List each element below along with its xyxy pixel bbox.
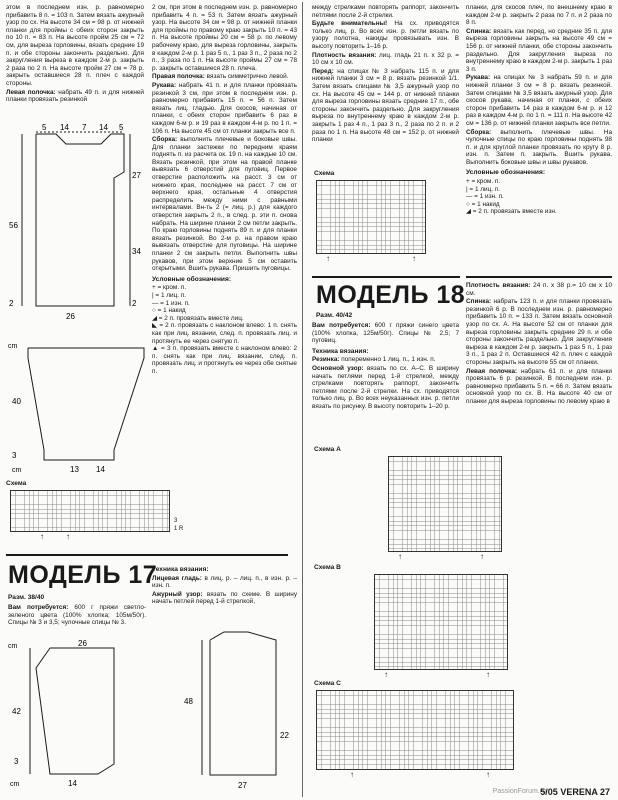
paragraph — [152, 136, 297, 273]
section-title: Будьте внимательны! — [312, 20, 388, 28]
arrow-icon: ↑ — [384, 670, 388, 679]
legend-item: ◢ = 2 п. провязать вместе изн. — [466, 208, 557, 216]
paragraph — [152, 575, 297, 590]
row-marker: 1 R — [174, 526, 184, 532]
dim-label: 3 — [14, 757, 19, 766]
dim-unit: cm — [8, 343, 18, 350]
paragraph-text: набрать 123 п. и для планки провязать резинкой 6 р. В последнем изн. р. равномерно прибавить 10 п. = 133 п. Затем вязать основной узор по сх. А. На высоте 52 см от планки для выреза горловины закрыть средние 29 п. и обе стороны закончить раздельно. Для закругления выреза в каждом 2-м р. закрыть 1 раз 5 п., 1 раз 3 п., 1 раз 2 п. Оставшиеся 42 п. плеч с каждой стороны закрыть на высоте 55 см от планки. — [466, 298, 612, 366]
paragraph — [466, 282, 612, 297]
lace-chart-grid — [10, 490, 170, 532]
dim-label: 22 — [280, 731, 289, 740]
paragraph — [312, 322, 459, 345]
legend-item: ○ = 1 накид — [466, 200, 500, 208]
dim-label: 3 — [12, 451, 17, 460]
paragraph: планки, для скосов плеч, по внешнему краю в каждом 2-м р. закрыть 2 раза по 7 п. и 2 раза по 8 п. — [466, 4, 612, 27]
legend-item: + = кром. п. — [466, 178, 501, 186]
paragraph-text: вязать по схеме. В ширину начать петлей перед 1-й стрелкой, — [152, 590, 298, 606]
column-3-text — [312, 4, 459, 145]
model17-back-schematic — [176, 610, 306, 800]
legend-title: Условные обозначения: — [152, 275, 232, 283]
arrow-icon: ↑ — [486, 770, 490, 779]
section-title: Спинка: — [466, 298, 492, 306]
section-title: Основной узор: — [312, 364, 364, 372]
legend-item: ▲ = 3 п. провязать вместе с наклоном влево: 2 п. снять как при лиц. вязании, след. п. провязать лиц. и протянуть ее через обе снятые п. — [152, 345, 297, 375]
model-17-size: Разм. 38/40 — [8, 594, 45, 601]
dim-label: 13 — [70, 465, 79, 474]
legend-item: | = 1 лиц. п. — [466, 185, 501, 193]
dim-label: 34 — [132, 247, 141, 256]
paragraph-text: вязать симметрично левой. — [206, 73, 289, 81]
section-title: Левая полочка: — [466, 367, 518, 375]
section-title: Сборка: — [466, 128, 492, 136]
dim-label: 27 — [238, 781, 247, 790]
dim-label: 42 — [12, 707, 21, 716]
model-17-title: МОДЕЛЬ 17 — [8, 561, 158, 589]
arrow-icon: ↑ — [412, 254, 416, 263]
section-title: Техника вязания: — [312, 347, 369, 355]
dim-label: 14 — [96, 465, 105, 474]
paragraph — [466, 28, 612, 74]
paragraph-text: 24 п. х 38 р.= 10 см х 10 см. — [466, 282, 612, 297]
paragraph-text: 600 г пряжи синего цвета (100% хлопка, 125м/50г). Спицы № 2,5; 7 пуговиц. — [312, 322, 460, 345]
legend-item: — = 1 изн. п. — [466, 193, 504, 201]
column-4-text — [466, 4, 612, 216]
arrow-icon: ↑ — [326, 254, 330, 263]
legend-title: Условные обозначения: — [466, 169, 546, 177]
paragraph-text: вязать как перед, но средние 35 п. для выреза горловины закрыть на высоте 49 см = 156 р. от нижней планки, обе стороны закончить раздельно. Для закругления выреза по внутреннему краю в каждом 2-м р. закрыть 1 раз 3 п. — [466, 27, 612, 73]
legend-item: ○ = 1 накид — [152, 307, 186, 315]
paragraph-text: лиц. гладь 21 п. х 32 р. = 10 см х 10 см. — [312, 51, 459, 67]
paragraph — [312, 20, 459, 50]
paragraph-text: набрать 61 п. и для планки провязать 6 р. резинкой. В последнем изн. р. равномерно прибавить 5 п. = 66 п. Затем вязать основной узор по сх. В. На высоте 40 см от планки для выреза горловины по левому краю в — [466, 367, 613, 405]
dim-label: 5 — [119, 124, 124, 132]
paragraph-text: на спицах № 3 набрать 59 п. и для нижней планки 3 см = 8 р. вязать резинкой. Затем спицами № 3,5 вязать ажурный узор. Для скосов рукава, начиная от планки, с обеих сторон прибавить 14 раз в каждом 6-м р. и 12 раз в каждом 4-м р. по 1 п. = 111 п. На высоте 42 см = 136 р. от нижней планки закрыть все петли. — [466, 74, 612, 127]
paragraph — [466, 129, 612, 167]
schema-a-grid — [388, 456, 502, 552]
dim-label: 14 — [68, 779, 77, 788]
dim-label: 40 — [12, 397, 21, 406]
column-2-text — [152, 4, 297, 376]
dim-label: 48 — [184, 697, 193, 706]
section-title: Плотность вязания: — [466, 282, 531, 289]
section-title: Плотность вязания: — [312, 51, 377, 59]
section-title: Ажурный узор: — [152, 590, 203, 598]
paragraph-text: набрать 41 п. и для планки провязать резинкой 3 см, при этом в последнем изн. р. равномерно прибавить 15 п. = 56 п. Затем вязать лиц. гладью. Для скосов, начиная от планки, с обеих сторон прибавить 6 раз в каждом 6-м р. и 19 раз в каждом 4-м р. по 1 п. = 106 п. На высоте 45 см от планки закрыть все п. — [152, 81, 298, 135]
model-18-text — [312, 322, 459, 412]
arrow-icon: ↑ — [40, 532, 44, 541]
divider — [466, 276, 612, 278]
dim-label: 27 — [132, 171, 141, 180]
legend-item: + = кром. п. — [152, 284, 187, 292]
dim-label: 5 — [42, 124, 47, 132]
arrow-icon: ↑ — [350, 770, 354, 779]
column-1-top-text — [6, 4, 144, 105]
schema-label: Схема — [6, 480, 27, 487]
paragraph — [312, 68, 459, 144]
paragraph: между стрелками повторять раппорт, закончить петлями после 2-й стрелки. — [312, 4, 459, 19]
paragraph — [152, 82, 297, 135]
arrow-icon: ↑ — [486, 670, 490, 679]
paragraph — [152, 73, 297, 81]
column-divider — [302, 2, 303, 797]
dim-label: 2 — [132, 299, 137, 308]
schema-b-label: Схема B — [314, 564, 341, 571]
schema-a-label: Схема A — [314, 446, 341, 453]
paragraph-text: набрать 49 п. и для нижней планки провязать резинкой — [6, 88, 144, 104]
dim-label: 14 — [99, 124, 108, 132]
section-title: Рукава: — [466, 74, 491, 82]
section-title: Рукава: — [152, 81, 177, 89]
paragraph-text: попеременно 1 лиц. п., 1 изн. п. — [341, 356, 436, 364]
paragraph — [312, 356, 459, 364]
legend-item: ◣ = 2 п. провязать с наклоном влево: 1 п. снять как при лиц. вязании, след. п. провязать лиц. и протянуть ее через снятую п. — [152, 322, 297, 345]
section-title: Левая полочка: — [6, 88, 56, 96]
paragraph-text: выполнить плечевые и боковые швы. Для планки застежки по передним краям поднять п. из расчета ок. 19 п. на каждые 10 см. Вязать резинкой, при этом на правой планке вывязать 6 отверстий для пуговиц. Первое отверстие расположить на расст. 3 см от нижнего края, последнее на расст. 7 см от верхнего края, остальные 4 отверстия распределить между ними с равными интервалами. Вн-ть 2 (= лиц. р.) для каждого отверстия закрыть 2 п., в след. р. эти п. снова набрать. На ширине планки 2 см петли закрыть. По краю горловины поднять 89 п. и для планки вязать резинкой. Во 2-м р. на правом краю вывязать отверстие для пуговицы. На ширине планки 2 см закрыть петли. Выполнить швы рукавов, при этом верхние 5 см оставить открытыми. Вшить рукава. Пришить пуговицы. — [152, 136, 297, 273]
dim-label: 56 — [9, 221, 18, 230]
schema-label: Схема — [314, 170, 335, 177]
dim-label: 14 — [60, 124, 69, 132]
section-title: Техника вязания: — [152, 566, 209, 573]
back-schematic — [6, 124, 146, 339]
paragraph-text: в лиц. р. – лиц. п., в изн. р. – изн. п. — [152, 574, 298, 590]
section-title: Вам потребуется: — [8, 604, 69, 611]
paragraph-text: 600 г пряжи светло-зеленого цвета (100% хлопка; 105м/50г). Спицы № 3 и 3,5; чулочные спицы № 3. — [8, 604, 147, 627]
section-title: Резинка: — [312, 356, 340, 364]
paragraph — [312, 365, 459, 411]
schema-c-label: Схема C — [314, 680, 341, 687]
paragraph — [8, 604, 146, 627]
section-title: Сборка: — [152, 136, 178, 144]
section-title: Лицевая гладь: — [152, 574, 202, 582]
paragraph — [466, 74, 612, 127]
column-4-model18-text — [466, 282, 612, 407]
dim-label: 26 — [66, 312, 75, 321]
model-18-size: Разм. 40/42 — [316, 312, 353, 319]
dim-unit: cm — [10, 781, 20, 788]
legend-item: — = 1 изн. п. — [152, 299, 190, 307]
legend-item: | = 1 лиц. п. — [152, 291, 187, 299]
section-title: Вам потребуется: — [312, 322, 371, 329]
dim-unit: cm — [12, 467, 22, 474]
model17-front-schematic — [6, 640, 146, 790]
paragraph — [312, 52, 459, 67]
dim-unit: cm — [8, 643, 18, 650]
paragraph-text: на спицах № 3 набрать 115 п. и для нижней планки 3 см = 8 р. вязать резинкой 1/1. Затем вязать спицами № 3,5 ажурный узор по сх. На высоте 45 см = 144 р. от нижней планки для выреза горловины вязать средние 17 п., обе стороны закончить раздельно. Для закругления выреза по внутреннему краю в каждом 2-м р. закрыть 1 раз 4 п., 1 раз 3 п., 2 раза по 2 п. и 2 раза по 1 п. На высоте 48 см = 152 р. от нижней планки — [312, 67, 459, 144]
section-title: Спинка: — [466, 27, 492, 35]
model-18-title: МОДЕЛЬ 18 — [316, 281, 466, 309]
section-title: Перед: — [312, 67, 334, 75]
dim-label: 2 — [9, 299, 14, 308]
arrow-icon: ↑ — [66, 532, 70, 541]
page-number: 5/05 VERENA 27 — [540, 787, 610, 797]
column-2-technique — [152, 566, 297, 607]
paragraph-text: выполнить плечевые швы. На чулочные спицы по краю горловины поднять 98 п. и для круглой планки провязать по кругу 8 р. изн. п. Затем п. закрыть. Вшить рукава. Выполнить боковые швы и швы рукавов. — [466, 128, 612, 166]
schema-b-grid — [374, 574, 508, 670]
sleeve-schematic — [6, 340, 146, 480]
model-17-materials — [8, 604, 146, 628]
row-marker: 3 — [174, 518, 178, 524]
arrow-icon: ↑ — [480, 552, 484, 561]
arrow-icon: ↑ — [398, 552, 402, 561]
schema-c-grid — [316, 690, 514, 770]
divider — [6, 554, 288, 556]
paragraph — [6, 89, 144, 104]
paragraph-text: На сх. приводятся только лиц. р. Во всех изн. р. петли вязать по узору полотна, накиды провязывать изн. В высоту повторить 1–16 р. — [312, 20, 459, 50]
divider — [312, 276, 460, 278]
paragraph — [466, 368, 612, 406]
section-title: Правая полочка: — [152, 73, 205, 81]
dim-label: 7 — [82, 124, 87, 132]
paragraph-text: вязать по сх. A–C. В ширину начать петлями перед 1-й стрелкой, между стрелками повторять раппорт, закончить петлями после 2-й стрелки. На сх. приводятся только лиц. р. Во всех неуказанных изн. р. петли вязать по рисунку. В высоту повторить 1–20 р. — [312, 364, 459, 410]
paragraph: этом в последнем изн. р. равномерно прибавить 8 п. = 103 п. Затем вязать ажурный узор по сх. На высоте 34 см = 98 р. от нижней планки для проймы с обеих сторон закрыть по 10 п. = 83 п. На высоте пройм 25 см = 72 см, для выреза горловины, вязать средние 19 п. и обе стороны закончить раздельно. Для закругления выреза в каждом 2-м р. закрыть 2 раза по 2 п. На высоте пройм 27 см = 78 р. закрыть оставшиеся 28 п. плеч с каждой стороны. — [6, 4, 144, 87]
footer-site: PassionForum.ru — [492, 788, 546, 795]
dim-label: 26 — [78, 640, 87, 648]
legend-item: ◢ = 2 п. провязать вместе лиц. — [152, 314, 244, 322]
paragraph: 2 см, при этом в последнем изн. р. равномерно прибавить 4 п. = 53 п. Затем вязать ажурный узор. На высоте 34 см = 98 р. от нижней планки для проймы по правому краю закрыть 10 п. = 43 п. На высоте проймы 20 см = 58 р. по левому рабочему краю, для выреза горловины, закрыть в каждом 2-м р. 1 раз 5 п., 1 раз 3 п., 2 раза по 2 п., 3 раза по 1 п. На высоте проймы 27 см = 78 р. закрыть оставшиеся 28 п. плеча. — [152, 4, 297, 72]
lace-chart-grid — [316, 180, 426, 254]
paragraph — [152, 591, 297, 606]
paragraph — [466, 298, 612, 366]
